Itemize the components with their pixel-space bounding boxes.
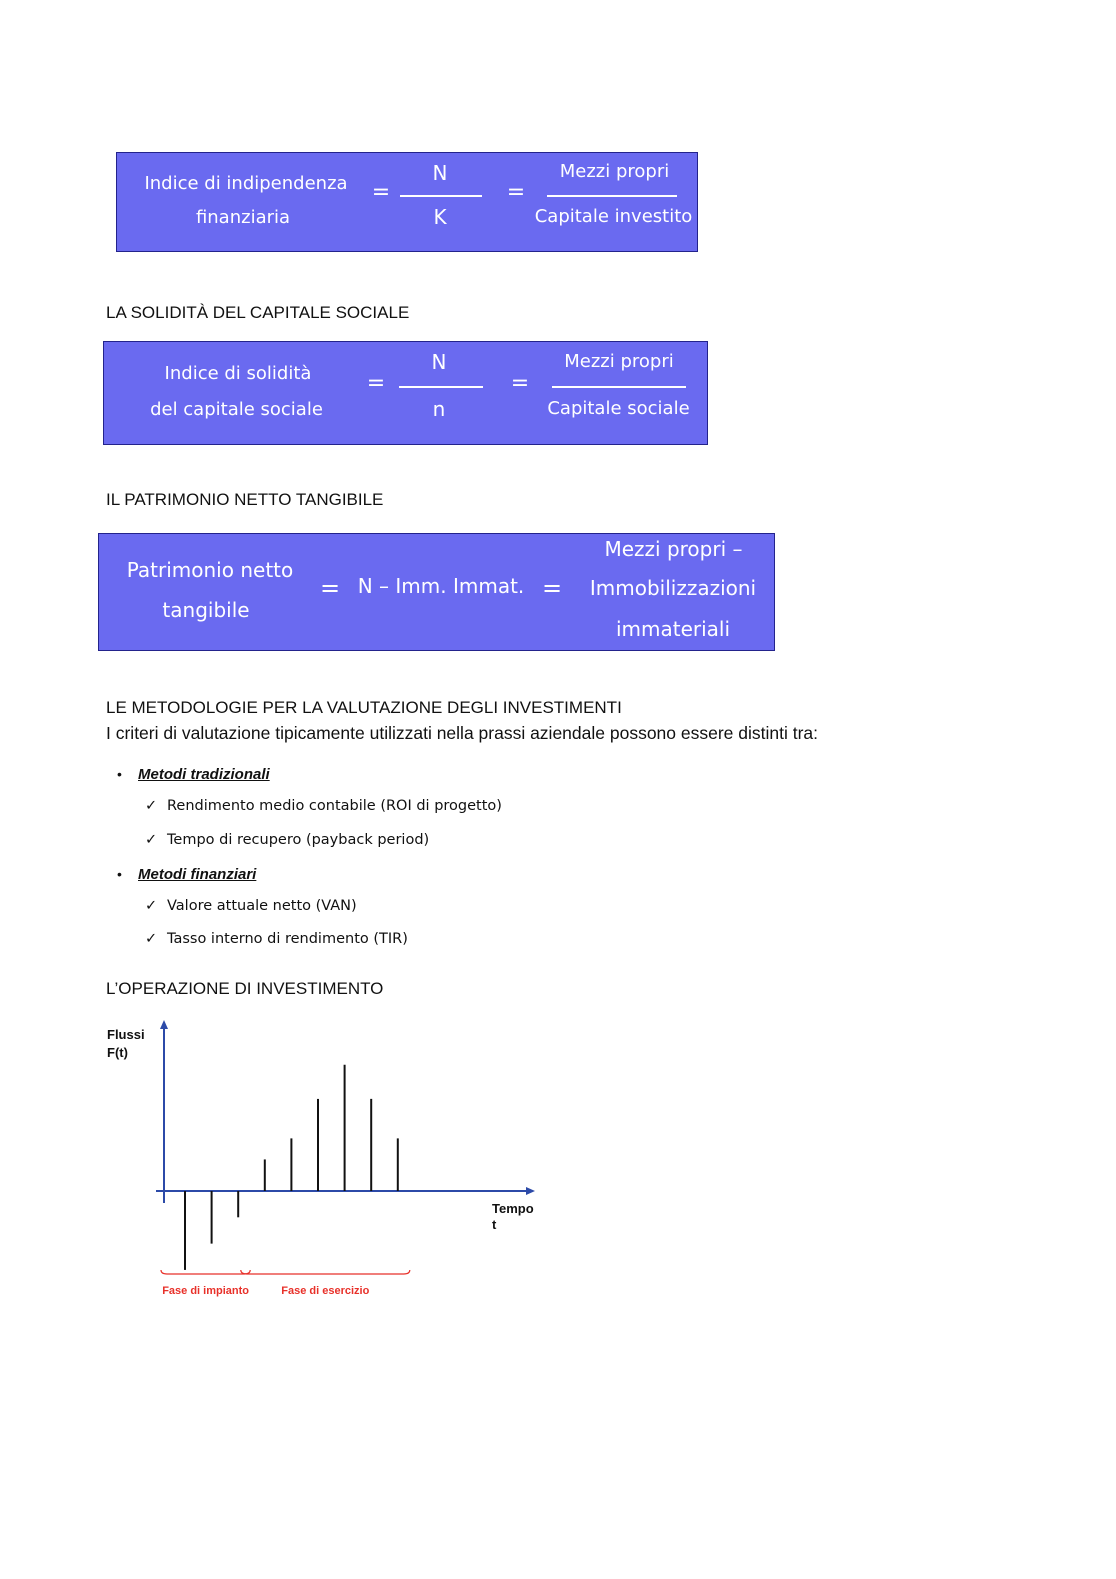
box3-label-line2: tangibile	[162, 598, 250, 622]
x-axis-label-line1: Tempo	[492, 1201, 534, 1216]
box3-result-line1: Mezzi propri –	[604, 537, 743, 561]
cashflow-chart	[100, 1012, 560, 1312]
box1-numerator: N	[432, 161, 448, 185]
list-item: ✓ Tempo di recupero (payback period)	[145, 832, 430, 848]
box3-equals-1: =	[319, 574, 341, 602]
box1-label-line1: Indice di indipendenza	[144, 173, 348, 194]
formula-box-independence	[116, 152, 698, 252]
formula-box-solidity	[103, 341, 708, 445]
phase-label-2: Fase di esercizio	[281, 1285, 370, 1297]
list-item: ✓ Valore attuale netto (VAN)	[145, 898, 357, 914]
phase-bracket-2	[241, 1270, 410, 1274]
box2-equals-1: =	[366, 371, 386, 396]
box1-denominator: K	[433, 205, 447, 229]
box2-fraction-line-1	[399, 386, 483, 388]
x-axis-arrow	[526, 1187, 535, 1195]
box3-formula: N – Imm. Immat.	[357, 574, 525, 598]
bullet-dot: •	[117, 766, 122, 782]
heading-solidita: LA SOLIDITÀ DEL CAPITALE SOCIALE	[106, 303, 410, 322]
phase-bracket-1	[161, 1270, 250, 1274]
box3-label-line1: Patrimonio netto	[126, 558, 294, 582]
check-icon: ✓	[145, 798, 158, 814]
box1-equals-1: =	[371, 180, 391, 205]
check-icon: ✓	[145, 931, 158, 947]
box3-equals-2: =	[541, 574, 563, 602]
box2-equals-2: =	[510, 371, 530, 396]
heading-operazione: L’OPERAZIONE DI INVESTIMENTO	[106, 979, 384, 998]
box2-numerator-2: Mezzi propri	[564, 351, 674, 372]
group-title-financial: Metodi finanziari	[138, 866, 257, 883]
box2-fraction-line-2	[552, 386, 686, 388]
box1-denominator-2: Capitale investito	[534, 206, 693, 227]
check-icon: ✓	[145, 898, 158, 914]
bullet-dot: •	[117, 866, 122, 882]
box2-label-line2: del capitale sociale	[150, 399, 323, 420]
box3-result-line3: immateriali	[615, 617, 731, 641]
heading-patrimonio: IL PATRIMONIO NETTO TANGIBILE	[106, 490, 384, 509]
formula-box-tangible-equity	[98, 533, 775, 651]
y-axis-label-line1: Flussi	[107, 1027, 145, 1042]
box3-result-line2: Immobilizzazioni	[589, 576, 757, 600]
box1-equals-2: =	[506, 180, 526, 205]
check-icon: ✓	[145, 832, 158, 848]
x-axis-label-line2: t	[492, 1217, 497, 1232]
box1-numerator-2: Mezzi propri	[559, 161, 670, 182]
intro-paragraph: I criteri di valutazione tipicamente utilizzati nella prassi aziendale possono essere distinti tra:	[106, 723, 819, 743]
y-axis-arrow	[160, 1020, 168, 1029]
box2-numerator: N	[431, 350, 447, 374]
phase-label-1: Fase di impianto	[162, 1285, 249, 1297]
group-title-traditional: Metodi tradizionali	[138, 766, 270, 783]
list-item: ✓ Rendimento medio contabile (ROI di progetto)	[145, 798, 502, 814]
heading-metodologie: LE METODOLOGIE PER LA VALUTAZIONE DEGLI INVESTIMENTI	[106, 698, 622, 717]
box1-label-line2: finanziaria	[195, 207, 291, 228]
y-axis-label-line2: F(t)	[107, 1045, 128, 1060]
list-item: ✓ Tasso interno di rendimento (TIR)	[145, 931, 408, 947]
box2-label-line1: Indice di solidità	[164, 363, 312, 384]
box2-denominator: n	[432, 397, 446, 421]
box2-denominator-2: Capitale sociale	[547, 398, 690, 419]
box1-fraction-line-2	[547, 195, 677, 197]
box1-fraction-line-1	[400, 195, 482, 197]
